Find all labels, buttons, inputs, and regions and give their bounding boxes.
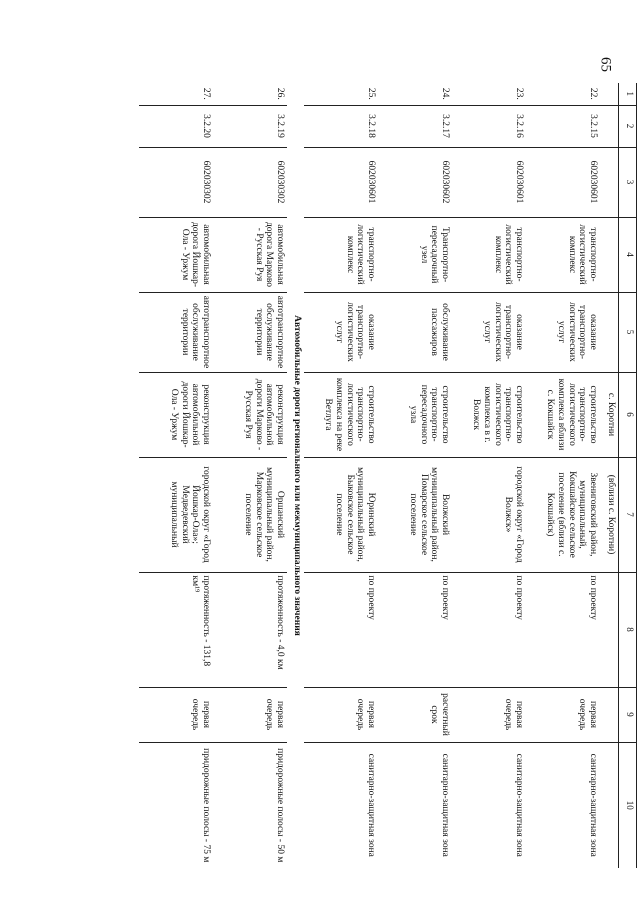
row-code: 3.2.16 [452,105,526,147]
row-description: строительство транспортно-логистического комплекса вблизи с. Кокшайск [526,372,600,457]
table-row [526,83,600,868]
table-row [304,83,378,868]
column-header: 8 [619,572,638,687]
row-purpose: оказание транспортно-логистических услуг [304,292,378,372]
row-name: транспортно-логистический комплекс [452,217,526,292]
row-number: 27. [201,87,211,100]
column-header: 3 [619,147,638,217]
row-location: Волжский муниципальный район, Помарское сельское поселение [378,457,452,572]
row-params: по проекту [452,572,526,687]
row-params: протяженность - 4,0 км [213,572,287,687]
row-number: 25. [366,87,376,100]
row-params: по проекту [526,572,600,687]
row-purpose: обслуживание пассажиров [378,292,452,372]
row-name: автомобильная дорога Йошкар-Ола - Уржум [139,217,213,292]
row-description: строительство транспортно-логистического комплекса в г. Волжск [452,372,526,457]
row-name: автомобильная дорога Марково - Русская Руя [213,217,287,292]
row-purpose: автотранспортное обслуживание территории [213,292,287,372]
row-id: 602030601 [526,147,600,217]
row-zone: санитарно-защитная зона [526,742,600,868]
row-description: строительство транспортно-пересадочного узла [378,372,452,457]
row-code: 3.2.19 [213,105,287,147]
column-header: 10 [619,742,638,868]
table-row [139,83,213,868]
column-header: 2 [619,105,638,147]
column-header: 1 [619,83,638,105]
row-code: 3.2.18 [304,105,378,147]
row-params: протяженность - 131,8 км¹⁹ [139,572,213,687]
continuation-cell: с. Коротни [600,372,619,457]
row-code: 3.2.15 [526,105,600,147]
row-params: по проекту [304,572,378,687]
row-zone: санитарно-защитная зона [452,742,526,868]
row-zone: придорожные полосы - 50 м [213,742,287,868]
column-header: 6 [619,372,638,457]
row-location: городской округ «Город Волжск» [452,457,526,572]
row-code: 3.2.17 [378,105,452,147]
row-id: 602030601 [304,147,378,217]
page-number: 65 [597,57,614,72]
row-description: реконструкция автомобильной дороги Йошкар-Ола - Уржум [139,372,213,457]
row-location: городской округ «Город Йошкар-Ола»; Медведевский муниципальный [139,457,213,572]
table-row [378,83,452,868]
row-number: 26. [275,87,285,100]
row-location: Звениговский район, муниципальный, Кокшайское сельское поселение (вблизи с. Кокшайск) [526,457,600,572]
continuation-cell: (вблизи с. Коротни) [600,457,619,572]
row-purpose: автотранспортное обслуживание территории [139,292,213,372]
column-header: 5 [619,292,638,372]
row-number: 22. [588,87,598,100]
row-number: 24. [440,87,450,100]
row-description: реконструкция автомобильной дороги Марково - Русская Руя [213,372,287,457]
row-id: 602030601 [452,147,526,217]
column-header: 9 [619,687,638,742]
row-stage: первая очередь [452,687,526,742]
row-stage: первая очередь [304,687,378,742]
row-stage: первая очередь [139,687,213,742]
continuation-row [600,83,619,868]
row-purpose: оказание транспортно-логистических услуг [526,292,600,372]
table-row [452,83,526,868]
rotated-table-sheet [112,83,637,868]
section-row [287,83,304,868]
row-zone: санитарно-защитная зона [304,742,378,868]
row-stage: первая очередь [213,687,287,742]
row-params: по проекту [378,572,452,687]
table-row [213,83,287,868]
row-id: 602030302 [213,147,287,217]
row-name: транспортно-логистический комплекс [304,217,378,292]
row-zone: санитарно-защитная зона [378,742,452,868]
section-title: Автомобильные дороги регионального или межмуниципального значения [292,315,302,636]
row-name: Транспортно-пересадочный узел [378,217,452,292]
row-name: транспортно-логистический комплекс [526,217,600,292]
row-zone: придорожные полосы - 75 м [139,742,213,868]
column-header: 4 [619,217,638,292]
row-id: 602030302 [139,147,213,217]
column-number-row [619,83,638,868]
row-description: строительство транспортно-логистического комплекса на реке Ветлуга [304,372,378,457]
row-code: 3.2.20 [139,105,213,147]
row-id: 602030602 [378,147,452,217]
row-location: Юринский муниципальный район, Быковское сельское поселение [304,457,378,572]
table-top-rule [636,83,637,868]
objects-table [139,83,637,868]
row-stage: расчетный срок [378,687,452,742]
column-header: 7 [619,457,638,572]
row-number: 23. [514,87,524,100]
row-location: Оршанский муниципальный район, Марковское сельское поселение [213,457,287,572]
row-stage: первая очередь [526,687,600,742]
row-purpose: оказание транспортно-логистических услуг [452,292,526,372]
